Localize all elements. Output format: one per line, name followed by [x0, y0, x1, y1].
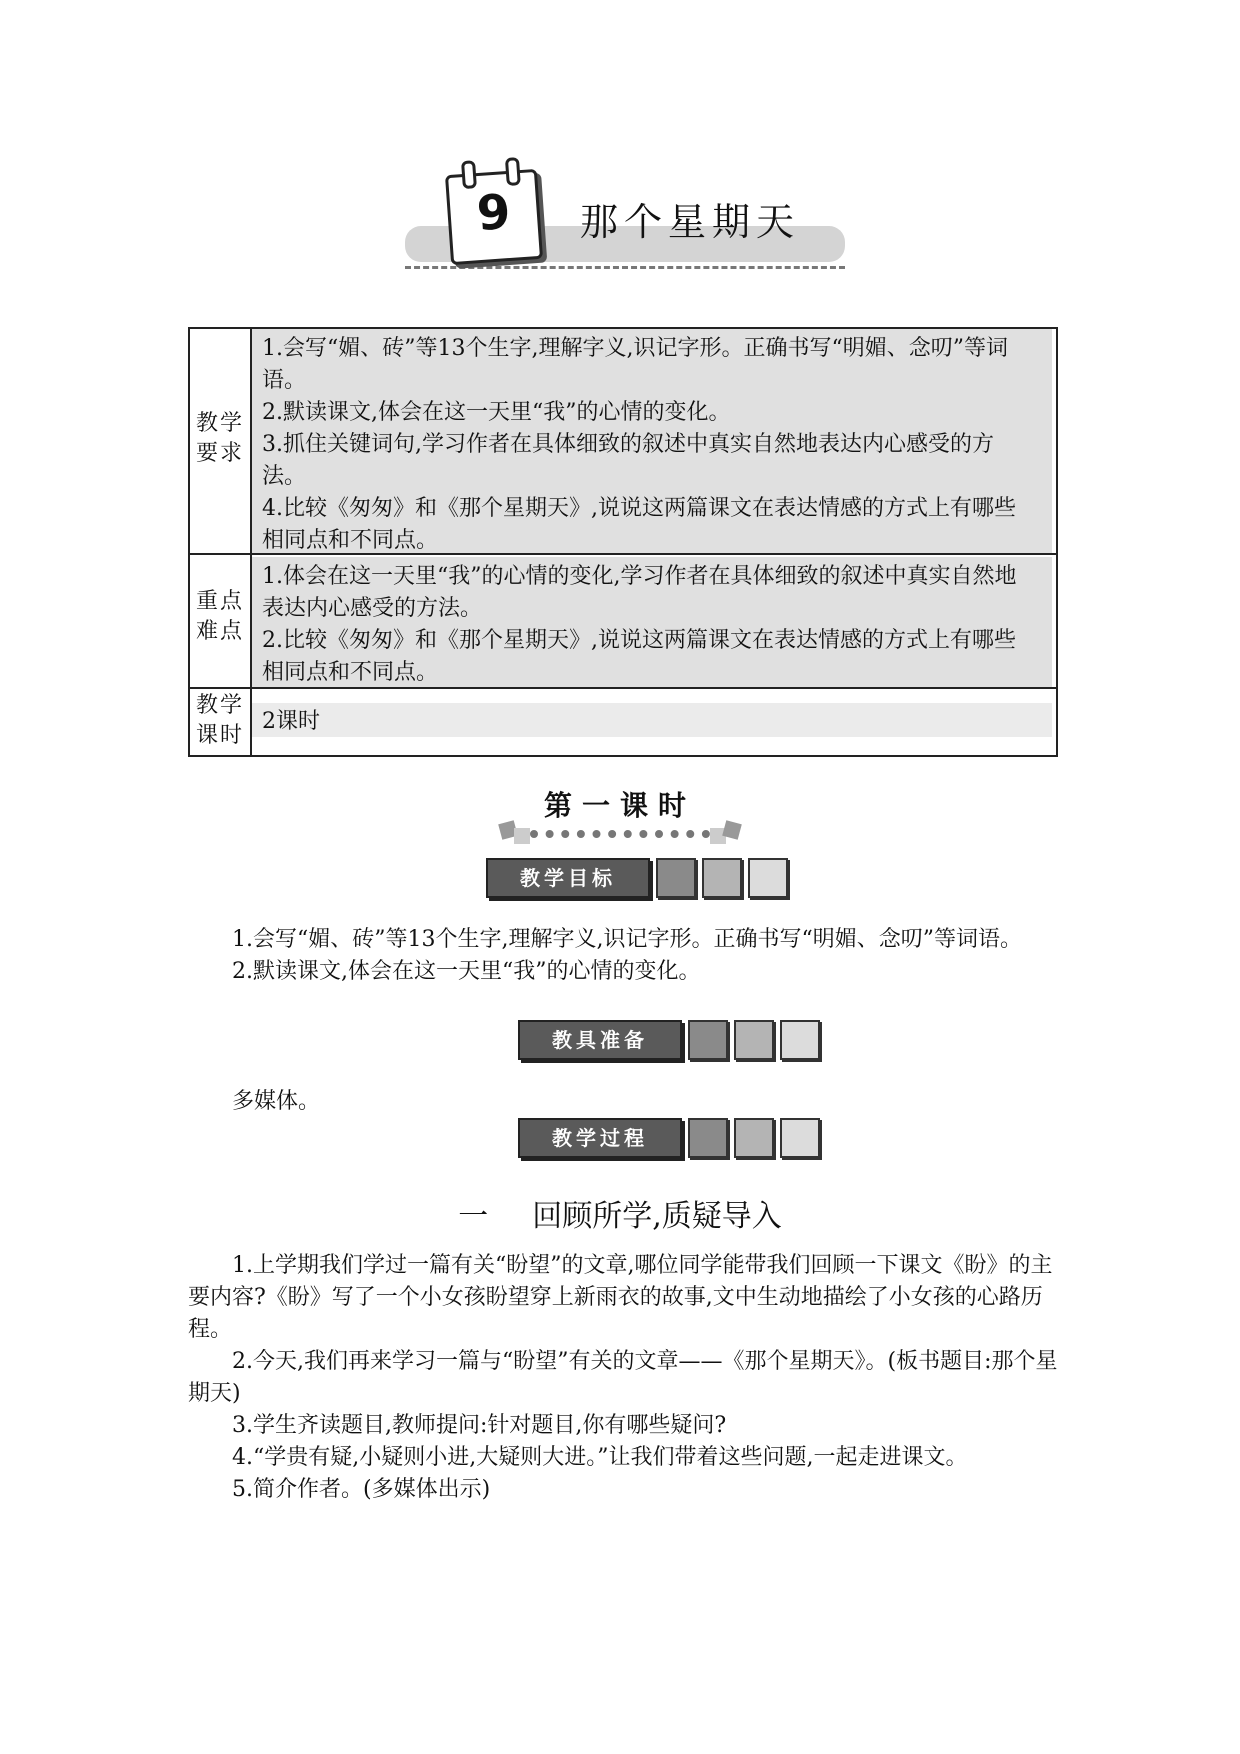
tag-block	[734, 1118, 774, 1158]
step-item: 3.学生齐读题目,教师提问:针对题目,你有哪些疑问?	[232, 1413, 727, 1438]
materials-text: 多媒体。	[232, 1089, 321, 1114]
requirements-label: 教学 要求	[195, 411, 244, 466]
step-item: 1.上学期我们学过一篇有关“盼望”的文章,哪位同学能带我们回顾一下课文《盼》的主要内容?《盼》写了一个小女孩盼望穿上新雨衣的故事,文中生动地描绘了小女孩的心路历程。	[188, 1253, 1053, 1342]
tag-block	[688, 1118, 728, 1158]
requirement-item: 1.会写“媚、砖”等13个生字,理解字义,识记字形。正确书写“明媚、念叨”等词语。	[262, 336, 1008, 393]
title-dashed-divider	[405, 266, 845, 269]
section-divider	[500, 820, 740, 850]
lesson-title: 那个星期天	[580, 200, 801, 244]
key-point-item: 2.比较《匆匆》和《那个星期天》,说说这两篇课文在表达情感的方式上有哪些相同点和不同点。	[262, 628, 1016, 685]
tag-block	[780, 1020, 820, 1060]
part-title: 回顾所学,质疑导入	[532, 1199, 782, 1234]
tag-block	[688, 1020, 728, 1060]
hours-value: 2课时	[262, 709, 320, 734]
requirement-item: 3.抓住关键词句,学习作者在具体细致的叙述中真实自然地表达内心感受的方法。	[262, 432, 994, 489]
goal-item: 1.会写“媚、砖”等13个生字,理解字义,识记字形。正确书写“明媚、念叨”等词语。	[232, 927, 1022, 952]
requirement-item: 2.默读课文,体会在这一天里“我”的心情的变化。	[262, 400, 731, 425]
calendar-icon	[445, 169, 543, 265]
dotted-rule	[530, 830, 710, 838]
requirements-list	[262, 333, 1034, 557]
goals-list	[188, 924, 1058, 988]
deco-square	[514, 828, 530, 844]
tag-block	[702, 858, 742, 898]
lesson-number: 9	[475, 183, 513, 243]
tag-block	[656, 858, 696, 898]
tag-block	[780, 1118, 820, 1158]
requirement-item: 4.比较《匆匆》和《那个星期天》,说说这两篇课文在表达情感的方式上有哪些相同点和不同点。	[262, 496, 1016, 553]
part-heading	[0, 1196, 1240, 1238]
key-points-label: 重点 难点	[195, 589, 244, 644]
step-item: 4.“学贵有疑,小疑则小进,大疑则大进。”让我们带着这些问题,一起走进课文。	[232, 1445, 968, 1470]
lesson-header	[400, 150, 850, 280]
tag-block	[748, 858, 788, 898]
step-item: 5.简介作者。(多媒体出示)	[232, 1477, 491, 1502]
materials-tag-label: 教具准备	[518, 1020, 682, 1060]
step-item: 2.今天,我们再来学习一篇与“盼望”有关的文章——《那个星期天》。(板书题目:那个星期天)	[188, 1349, 1058, 1406]
section-title: 第一课时	[543, 789, 696, 822]
goals-tag-label: 教学目标	[486, 858, 650, 898]
requirements-table	[188, 327, 1058, 757]
table-column-divider	[250, 329, 252, 755]
process-tag-label: 教学过程	[518, 1118, 682, 1158]
goal-item: 2.默读课文,体会在这一天里“我”的心情的变化。	[232, 959, 701, 984]
steps-list	[188, 1250, 1058, 1506]
key-point-item: 1.体会在这一天里“我”的心情的变化,学习作者在具体细致的叙述中真实自然地表达内心感受的方法。	[262, 564, 1017, 621]
part-number: 一	[458, 1199, 489, 1234]
hours-label: 教学 课时	[195, 693, 244, 748]
tag-block	[734, 1020, 774, 1060]
key-points-list	[262, 561, 1034, 689]
